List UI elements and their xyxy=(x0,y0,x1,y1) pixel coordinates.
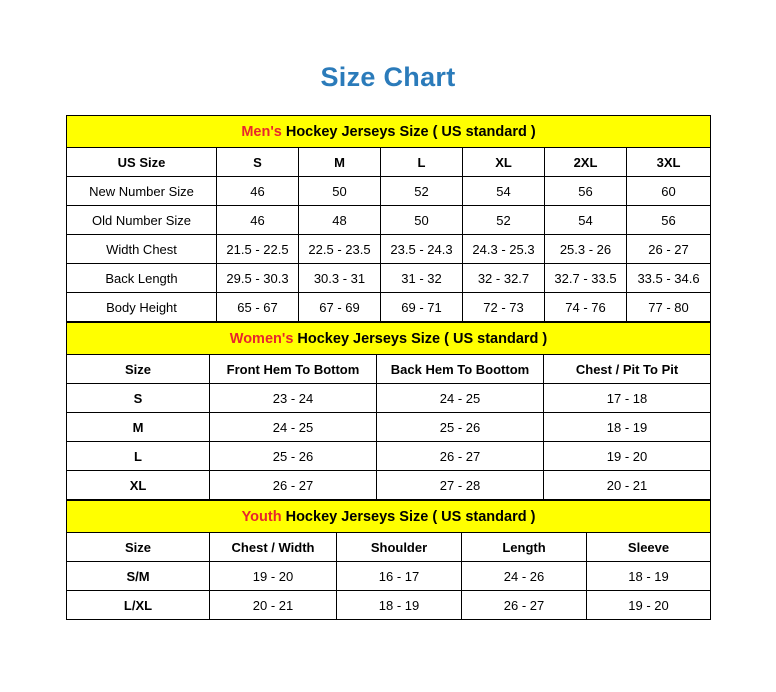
youth-col-0: Size xyxy=(67,533,210,562)
youth-col-4: Sleeve xyxy=(587,533,711,562)
mens-row-4-val-5: 77 - 80 xyxy=(627,293,711,322)
table-row xyxy=(67,177,711,206)
mens-row-3-val-3: 32 - 32.7 xyxy=(463,264,545,293)
youth-row-1-label: L/XL xyxy=(67,591,210,620)
womens-row-1-val-2: 18 - 19 xyxy=(544,413,711,442)
youth-section-heading-row xyxy=(67,501,711,533)
mens-size-table xyxy=(66,115,711,322)
table-row xyxy=(67,442,711,471)
womens-row-3-val-0: 26 - 27 xyxy=(210,471,377,500)
mens-row-1-val-2: 50 xyxy=(381,206,463,235)
mens-row-4-val-3: 72 - 73 xyxy=(463,293,545,322)
youth-row-1-val-2: 26 - 27 xyxy=(462,591,587,620)
size-tables-container xyxy=(66,115,710,620)
mens-row-1-val-4: 54 xyxy=(545,206,627,235)
table-row xyxy=(67,264,711,293)
table-row xyxy=(67,562,711,591)
mens-row-3-label: Back Length xyxy=(67,264,217,293)
mens-row-2-val-3: 24.3 - 25.3 xyxy=(463,235,545,264)
page-title: Size Chart xyxy=(320,62,456,92)
table-row xyxy=(67,235,711,264)
womens-col-2: Back Hem To Boottom xyxy=(377,355,544,384)
womens-row-2-val-2: 19 - 20 xyxy=(544,442,711,471)
youth-row-1-val-3: 19 - 20 xyxy=(587,591,711,620)
mens-row-3-val-0: 29.5 - 30.3 xyxy=(217,264,299,293)
mens-col-0: US Size xyxy=(67,148,217,177)
mens-row-2-label: Width Chest xyxy=(67,235,217,264)
womens-col-3: Chest / Pit To Pit xyxy=(544,355,711,384)
youth-section-heading xyxy=(67,501,711,533)
mens-col-1: S xyxy=(217,148,299,177)
mens-col-4: XL xyxy=(463,148,545,177)
womens-section-heading-row xyxy=(67,323,711,355)
table-row xyxy=(67,384,711,413)
womens-row-2-val-1: 26 - 27 xyxy=(377,442,544,471)
mens-col-3: L xyxy=(381,148,463,177)
mens-row-0-val-4: 56 xyxy=(545,177,627,206)
mens-row-4-val-2: 69 - 71 xyxy=(381,293,463,322)
youth-row-0-val-3: 18 - 19 xyxy=(587,562,711,591)
table-row xyxy=(67,471,711,500)
mens-row-3-val-1: 30.3 - 31 xyxy=(299,264,381,293)
mens-section-heading xyxy=(67,116,711,148)
womens-row-1-val-0: 24 - 25 xyxy=(210,413,377,442)
mens-row-0-val-3: 54 xyxy=(463,177,545,206)
mens-row-4-val-1: 67 - 69 xyxy=(299,293,381,322)
mens-col-5: 2XL xyxy=(545,148,627,177)
mens-row-0-val-1: 50 xyxy=(299,177,381,206)
mens-row-0-val-2: 52 xyxy=(381,177,463,206)
mens-row-2-val-5: 26 - 27 xyxy=(627,235,711,264)
mens-col-6: 3XL xyxy=(627,148,711,177)
mens-row-1-label: Old Number Size xyxy=(67,206,217,235)
mens-row-1-val-0: 46 xyxy=(217,206,299,235)
youth-heading-rest: Hockey Jerseys Size ( US standard ) xyxy=(281,508,536,525)
mens-row-1-val-5: 56 xyxy=(627,206,711,235)
youth-col-3: Length xyxy=(462,533,587,562)
womens-row-1-label: M xyxy=(67,413,210,442)
mens-row-0-val-0: 46 xyxy=(217,177,299,206)
mens-row-1-val-1: 48 xyxy=(299,206,381,235)
womens-row-1-val-1: 25 - 26 xyxy=(377,413,544,442)
mens-row-2-val-4: 25.3 - 26 xyxy=(545,235,627,264)
youth-row-0-val-0: 19 - 20 xyxy=(210,562,337,591)
table-row xyxy=(67,206,711,235)
womens-section-heading xyxy=(67,323,711,355)
mens-row-4-val-0: 65 - 67 xyxy=(217,293,299,322)
womens-row-3-val-2: 20 - 21 xyxy=(544,471,711,500)
youth-row-1-val-1: 18 - 19 xyxy=(337,591,462,620)
mens-row-3-val-4: 32.7 - 33.5 xyxy=(545,264,627,293)
womens-column-header-row xyxy=(67,355,711,384)
womens-row-2-label: L xyxy=(67,442,210,471)
womens-col-1: Front Hem To Bottom xyxy=(210,355,377,384)
mens-row-3-val-2: 31 - 32 xyxy=(381,264,463,293)
mens-heading-accent: Men's xyxy=(241,123,282,140)
mens-row-0-label: New Number Size xyxy=(67,177,217,206)
table-row xyxy=(67,591,711,620)
mens-col-2: M xyxy=(299,148,381,177)
womens-heading-rest: Hockey Jerseys Size ( US standard ) xyxy=(293,330,548,347)
mens-row-1-val-3: 52 xyxy=(463,206,545,235)
youth-row-1-val-0: 20 - 21 xyxy=(210,591,337,620)
youth-col-2: Shoulder xyxy=(337,533,462,562)
youth-col-1: Chest / Width xyxy=(210,533,337,562)
mens-section-heading-row xyxy=(67,116,711,148)
womens-col-0: Size xyxy=(67,355,210,384)
youth-column-header-row xyxy=(67,533,711,562)
youth-row-0-val-2: 24 - 26 xyxy=(462,562,587,591)
womens-size-table xyxy=(66,322,711,500)
mens-row-2-val-0: 21.5 - 22.5 xyxy=(217,235,299,264)
mens-row-2-val-1: 22.5 - 23.5 xyxy=(299,235,381,264)
mens-heading-rest: Hockey Jerseys Size ( US standard ) xyxy=(281,123,536,140)
womens-row-0-label: S xyxy=(67,384,210,413)
mens-row-2-val-2: 23.5 - 24.3 xyxy=(381,235,463,264)
mens-row-3-val-5: 33.5 - 34.6 xyxy=(627,264,711,293)
womens-heading-accent: Women's xyxy=(229,330,294,347)
youth-row-0-label: S/M xyxy=(67,562,210,591)
womens-row-3-val-1: 27 - 28 xyxy=(377,471,544,500)
table-row xyxy=(67,293,711,322)
mens-row-4-label: Body Height xyxy=(67,293,217,322)
womens-row-0-val-2: 17 - 18 xyxy=(544,384,711,413)
mens-row-4-val-4: 74 - 76 xyxy=(545,293,627,322)
mens-column-header-row xyxy=(67,148,711,177)
womens-row-0-val-1: 24 - 25 xyxy=(377,384,544,413)
youth-row-0-val-1: 16 - 17 xyxy=(337,562,462,591)
womens-row-0-val-0: 23 - 24 xyxy=(210,384,377,413)
womens-row-2-val-0: 25 - 26 xyxy=(210,442,377,471)
youth-heading-accent: Youth xyxy=(241,508,282,525)
womens-row-3-label: XL xyxy=(67,471,210,500)
table-row xyxy=(67,413,711,442)
mens-row-0-val-5: 60 xyxy=(627,177,711,206)
youth-size-table xyxy=(66,500,711,620)
